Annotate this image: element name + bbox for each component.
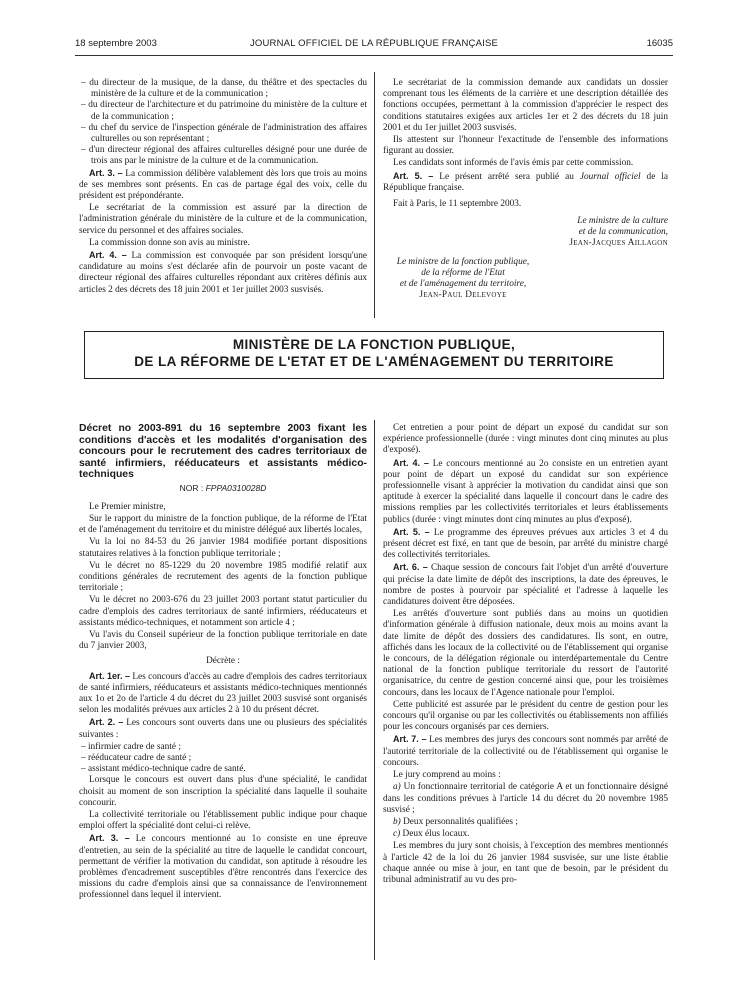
list-item: – assistant médico-technique cadre de santé. xyxy=(81,764,246,775)
header-rule xyxy=(75,55,673,56)
column-divider-top xyxy=(374,72,375,318)
list-item: – du directeur de l'architecture et du patrimoine du ministère de la culture et de la communication ; xyxy=(81,100,367,122)
list-item: – du chef du service de l'inspection générale de l'administration des affaires culturelles ou son représentant ; xyxy=(81,122,367,145)
visa-2: Vu le décret no 85-1229 du 20 novembre 1985 modifié relatif aux conditions générales de recrutement des agents de la fonction publique territoriale ; xyxy=(79,560,367,594)
premier-ministre: Le Premier ministre, xyxy=(89,501,166,512)
paragraph-entretien: Cet entretien a pour point de départ un exposé du candidat sur son expérience professionnelle (durée : vingt minutes dont cinq minutes au plus d'exposé). xyxy=(383,423,668,456)
paragraph-publicite: Cette publicité est assurée par le président du centre de gestion pour les concours qu'il organise ou par les collectivités ou établissements non affiliés pour les concours organisés par ces derniers. xyxy=(383,699,668,733)
specialites-list xyxy=(79,742,367,776)
signature-culture: Le ministre de la culture et de la communication, Jean-Jacques Aillagon xyxy=(569,216,668,249)
nor-reference: NOR : FPPA0310028D xyxy=(179,482,267,493)
top-right-column xyxy=(383,78,668,301)
header-date: 18 septembre 2003 xyxy=(75,38,157,49)
list-item: – infirmier cadre de santé ; xyxy=(81,741,181,752)
article-1: Art. 1er. – Les concours d'accès au cadre d'emplois des cadres territoriaux de santé infirmiers, rééducateurs et assistants médico-techniques mentionnés aux 1o et 2o de l'article 4 du décret du 23 juillet 2003 susvisé sont organisés selon les modalités prévues aux articles 2 à 10 du présent décret. xyxy=(79,670,367,716)
visa-1: Vu la loi no 84-53 du 26 janvier 1984 modifiée portant dispositions statutaires relatives à la fonction publique territoriale ; xyxy=(79,537,367,559)
article-5-top: Art. 5. – Le présent arrêté sera publié au Journal officiel de la République française. xyxy=(383,170,669,193)
signature-fonction-publique: Le ministre de la fonction publique, de la réforme de l'Etat et de l'aménagement du territoire, Jean-Paul Delevoye xyxy=(396,257,530,301)
decrete: Décrète : xyxy=(206,656,240,667)
paragraph-rapport: Sur le rapport du ministre de la fonction publique, de la réforme de l'Etat et de l'aménagement du territoire et du ministre délégué aux libertés locales, xyxy=(79,513,367,536)
list-item: – du directeur de la musique, de la danse, du théâtre et des spectacles du ministère de la culture et de la communication ; xyxy=(81,78,367,100)
header-journal-title: JOURNAL OFFICIEL DE LA RÉPUBLIQUE FRANÇAISE xyxy=(249,38,499,49)
paragraph-dossier: Le secrétariat de la commission demande aux candidats un dossier comprenant tous les éléments de la carrière et une description détaillée des fonctions occupées, permettant à la commission d'apprécier le respect des conditions statutaires exigées aux articles 1er et 2 des décrets du 18 juin 2001 et du 1er juillet 2003 susvisés. xyxy=(383,78,668,133)
commission-member-list xyxy=(79,78,367,168)
paragraph-attestation: Ils attestent sur l'honneur l'exactitude de l'ensemble des informations figurant au dossier. xyxy=(383,135,668,157)
paragraph-membres: Les membres du jury sont choisis, à l'exception des membres mentionnés à l'article 42 de la loi du 26 janvier 1984 susvisée, sur une liste établie chaque année ou mise à jour, en tant que de besoin, par le président du tribunal administratif au vu des pro- xyxy=(383,841,668,885)
jury-item-b: b) Deux personnalités qualifiées ; xyxy=(393,816,518,827)
paragraph-lorsque: Lorsque le concours est ouvert dans plus d'une spécialité, le candidat choisit au moment de son inscription la spécialité dans laquelle il souhaite concourir. xyxy=(79,775,367,808)
ministry-banner xyxy=(84,331,664,379)
column-divider-bottom xyxy=(374,420,375,960)
paragraph-jury: Le jury comprend au moins : xyxy=(393,770,501,781)
paragraph-avis-emis: Les candidats sont informés de l'avis émis par cette commission. xyxy=(393,158,634,169)
visa-4: Vu l'avis du Conseil supérieur de la fonction publique territoriale en date du 7 janvier 2003, xyxy=(79,629,367,652)
decree-right-column xyxy=(383,423,668,887)
jury-item-a: a) Un fonctionnaire territorial de catégorie A et un fonctionnaire désigné dans les conditions prévues à l'article 14 du décret du 20 novembre 1985 susvisé ; xyxy=(383,782,668,815)
article-5: Art. 5. – Le programme des épreuves prévues aux articles 3 et 4 du présent décret est fixé, en tant que de besoin, par arrêté du ministre chargé des collectivités territoriales. xyxy=(383,526,668,561)
article-2: Art. 2. – Les concours sont ouverts dans une ou plusieurs des spécialités suivantes : xyxy=(79,717,368,740)
header-page-number: 16035 xyxy=(646,38,673,49)
ministry-line-1: MINISTÈRE DE LA FONCTION PUBLIQUE, xyxy=(232,337,516,352)
fait-a-paris: Fait à Paris, le 11 septembre 2003. xyxy=(393,199,522,210)
decree-title: Décret no 2003-891 du 16 septembre 2003 fixant les conditions d'accès et les modalités d'organisation des concours pour le recrutement des cadres territoriaux de santé infirmiers, rééducateurs et assistants médico-techniques xyxy=(79,423,367,480)
list-item: – rééducateur cadre de santé ; xyxy=(81,752,192,763)
paragraph-secretariat: Le secrétariat de la commission est assuré par la direction de l'administration générale du ministère de la culture et de la communication, service du personnel et des affaires sociales. xyxy=(79,203,367,236)
paragraph-collectivite: La collectivité territoriale ou l'établissement public indique pour chaque emploi offert la spécialité dont celui-ci relève. xyxy=(79,809,367,832)
article-7: Art. 7. – Les membres des jurys des concours sont nommés par arrêté de l'autorité territoriale de la collectivité ou de l'établissement qui organise le concours. xyxy=(383,734,668,768)
article-3: Art. 3. – Le concours mentionné au 1o consiste en une épreuve d'entretien, au sein de la spécialité au titre de laquelle le candidat concourt, permettant de vérifier la motivation du candidat, son aptitude à résoudre les problèmes d'encadrement susceptibles d'être rencontrés dans l'exercice des missions du cadre d'emplois ainsi que sa connaissance de l'environnement professionnel dans lequel il intervient. xyxy=(79,833,368,901)
paragraph-avis: La commission donne son avis au ministre. xyxy=(89,237,250,248)
ministry-line-2: DE LA RÉFORME DE L'ETAT ET DE L'AMÉNAGEMENT DU TERRITOIRE xyxy=(134,354,614,369)
top-left-column xyxy=(79,78,367,297)
decree-left-column xyxy=(79,423,367,903)
jury-item-c: c) Deux élus locaux. xyxy=(393,829,470,840)
article-4: Art. 4. – Le concours mentionné au 2o consiste en un entretien ayant pour point de départ un exposé du candidat sur son expérience professionnelle visant à apprécier la motivation du candidat ainsi que son aptitude à exercer la spécialité dans laquelle il concourt dans le cadre des missions remplies par les collectivités territoriales et leurs établissements publics (durée : vingt minutes dont cinq minutes au plus d'exposé). xyxy=(383,457,669,525)
visa-3: Vu le décret no 2003-676 du 23 juillet 2003 portant statut particulier du cadre d'emplois des cadres territoriaux de santé infirmiers, rééducateurs et assistants médico-techniques, et notamment son article 4 ; xyxy=(79,595,367,628)
article-6: Art. 6. – Chaque session de concours fait l'objet d'un arrêté d'ouverture qui précise la date limite de dépôt des inscriptions, la date des épreuves, le nombre de postes à pourvoir par spécialité et l'adresse à laquelle les candidatures doivent être déposées. xyxy=(383,562,669,608)
paragraph-arretes: Les arrêtés d'ouverture sont publiés dans au moins un quotidien d'information générale à diffusion nationale, deux mois au moins avant la date limite de dépôt des dossiers des candidatures. Ils sont, en outre, affichés dans les locaux de la collectivité ou de l'établissement qui organise le concours, de la délégation régionale ou interdépartementale du Centre national de la fonction publique territoriale du ressort de l'autorité organisatrice, du centre de gestion concerné ainsi que, pour les troisièmes concours, dans les locaux de l'Agence nationale pour l'emploi. xyxy=(383,609,668,698)
list-item: – d'un directeur régional des affaires culturelles désigné pour une durée de trois ans par le ministre de la culture et de la communication. xyxy=(81,145,367,167)
running-header xyxy=(75,38,673,52)
article-4-top: Art. 4. – La commission est convoquée par son président lorsqu'une candidature au moins s'est déclarée afin de pourvoir un poste vacant de directeur régional des affaires culturelles répondant aux critères définis aux articles 2 des décrets des 18 juin 2001 et 1er juillet 2003 susvisés. xyxy=(79,250,367,295)
article-3-top: Art. 3. – La commission délibère valablement dès lors que trois au moins de ses membres sont présents. En cas de partage égal des voix, celle du président est prépondérante. xyxy=(79,167,367,202)
